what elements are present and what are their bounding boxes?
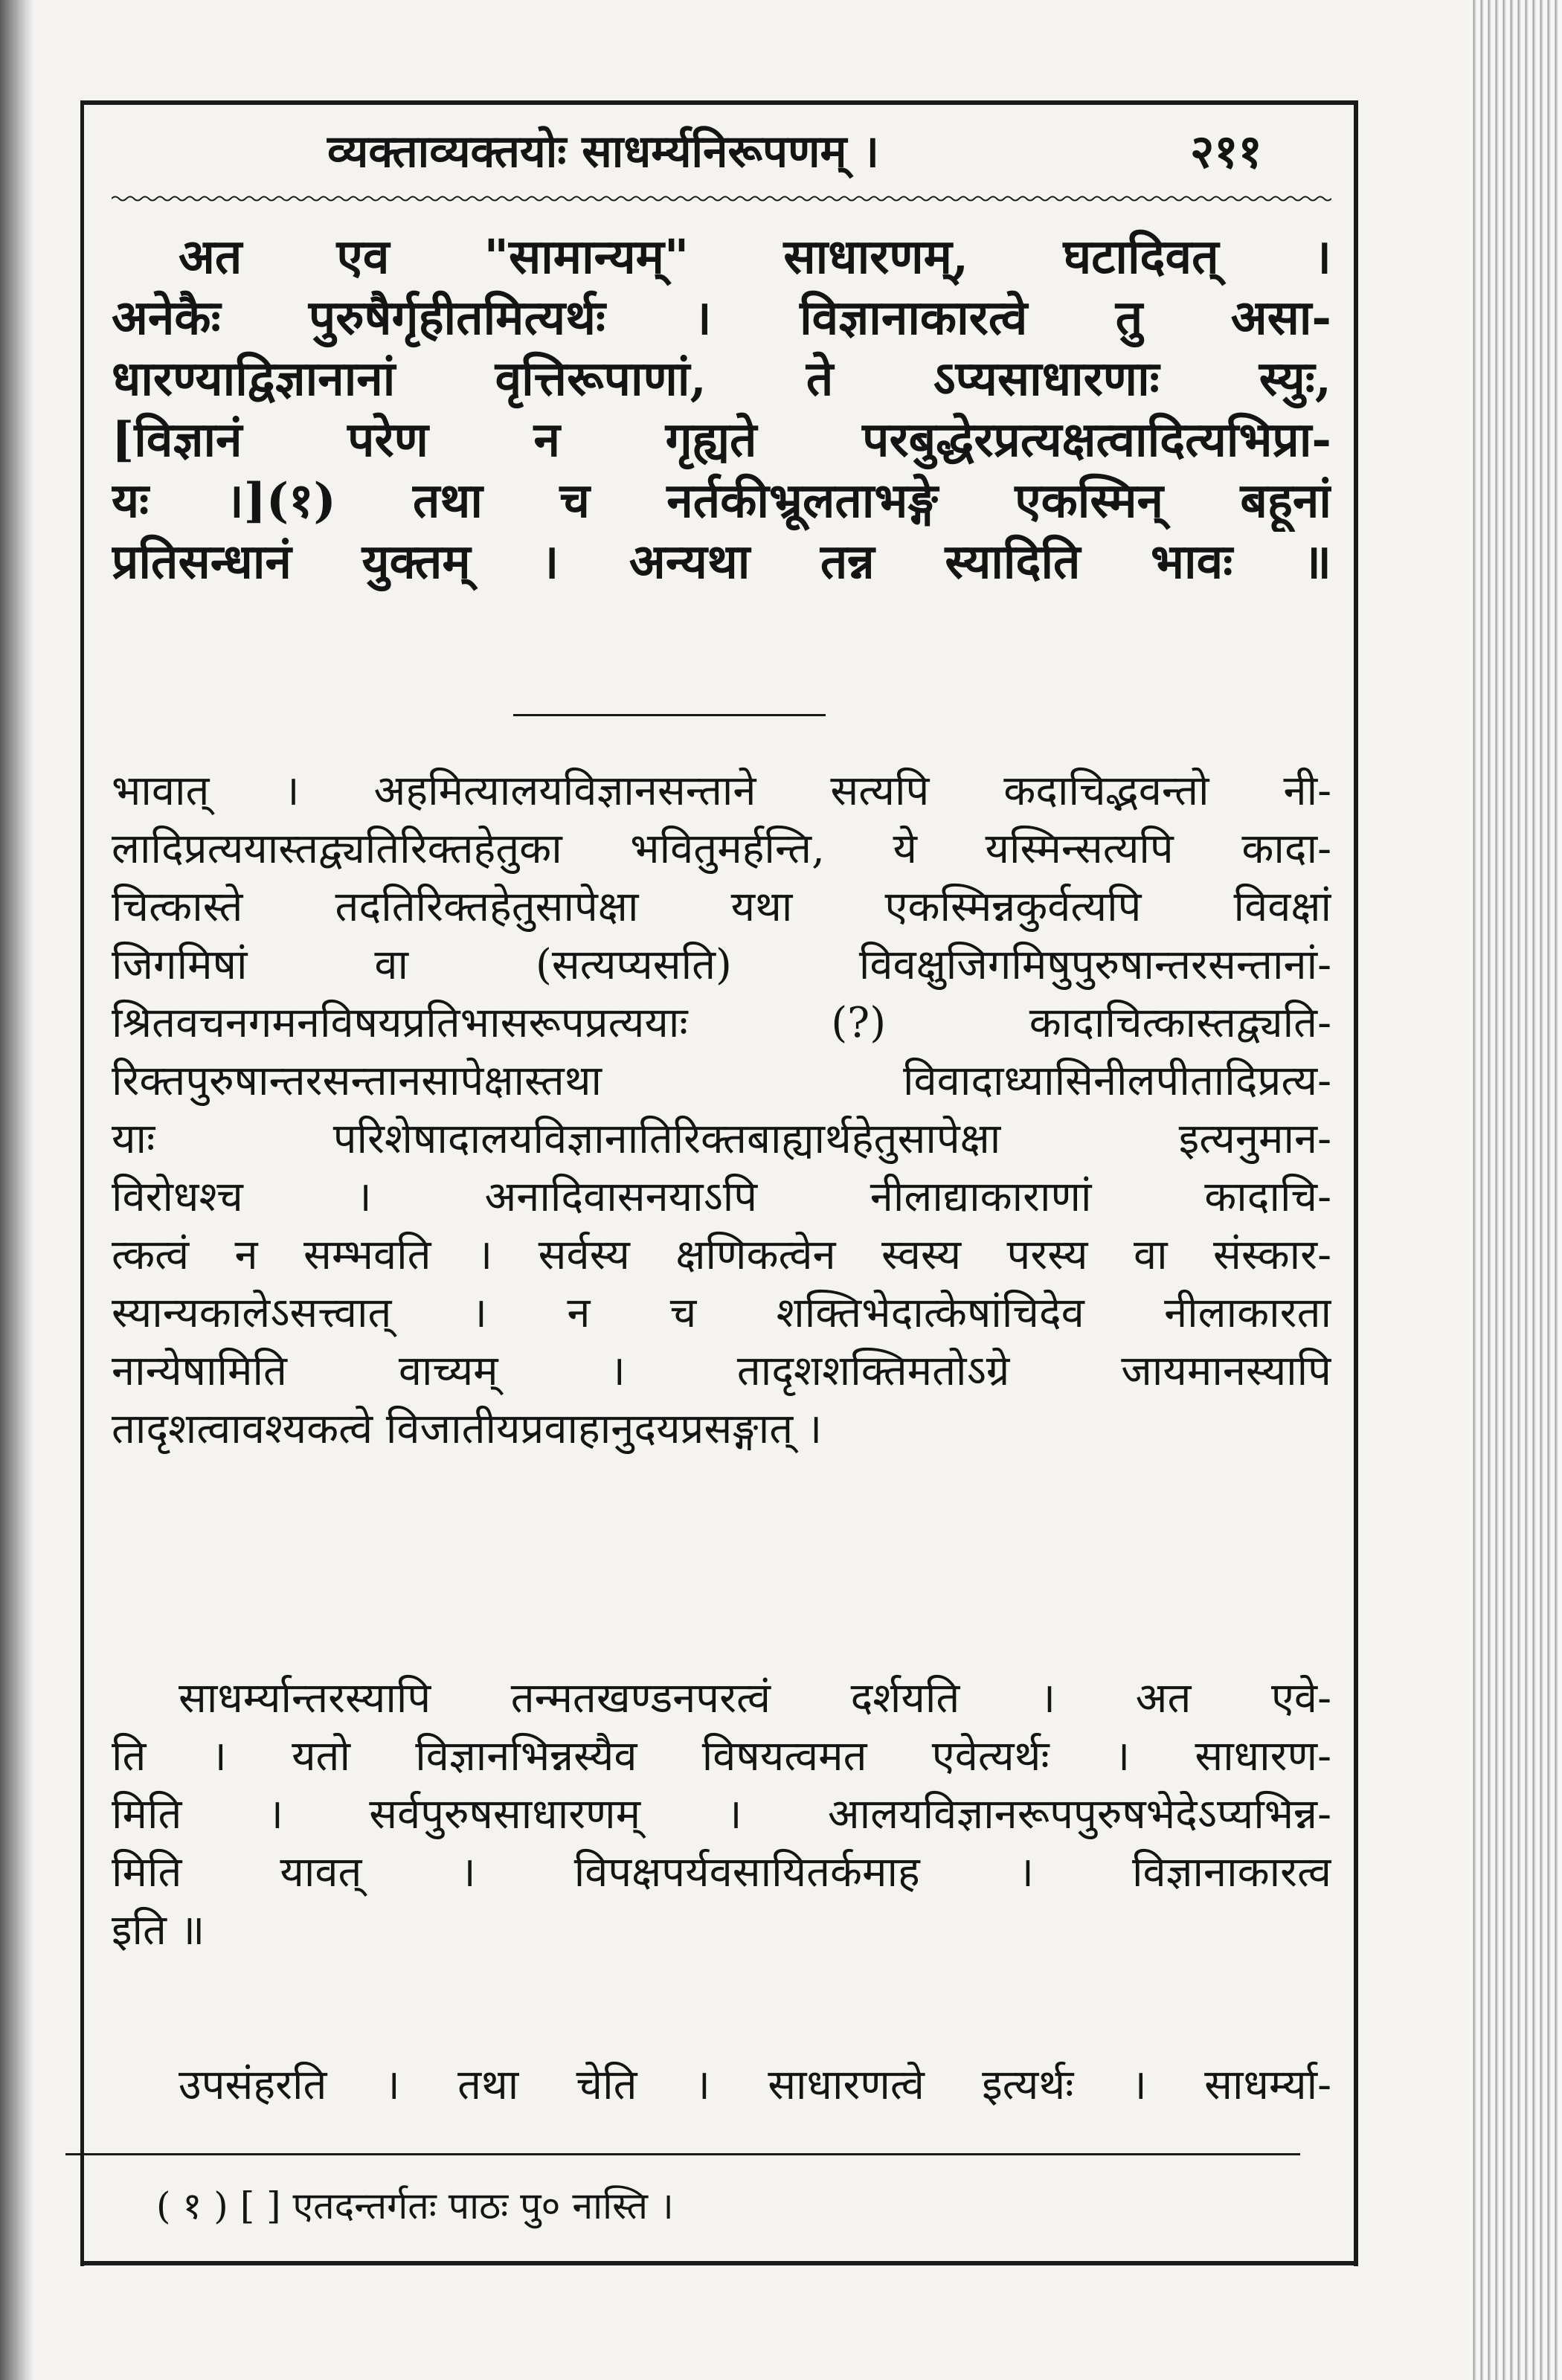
commentary-line: साधर्म्यान्तरस्यापि तन्मतखण्डनपरत्वं दर्शयति । अत एवे- xyxy=(179,1674,1331,1723)
root-line: यः ।](१) तथा च नर्तकीभ्रूलताभङ्गे एकस्मिन् बहूनां xyxy=(112,473,1331,529)
root-line: अनेकैः पुरुषैर्गृहीतमित्यर्थः । विज्ञानाकारत्वे तु असा- xyxy=(112,290,1331,346)
commentary-line: लादिप्रत्ययास्तद्व्यतिरिक्तहेतुका भवितुमर्हन्ति, ये यस्मिन्सत्यपि कादा- xyxy=(112,825,1331,873)
book-page-edges xyxy=(1469,0,1562,2380)
commentary-line: त्कत्वं न सम्भवति । सर्वस्य क्षणिकत्वेन स्वस्य परस्य वा संस्कार- xyxy=(112,1231,1331,1279)
root-line: प्रतिसन्धानं युक्तम् । अन्यथा तन्न स्यादिति भावः ॥ xyxy=(112,534,1331,590)
footnote: ( १ ) [ ] एतदन्तर्गतः पाठः पु० नास्ति । xyxy=(156,2184,674,2228)
commentary-line: विरोधश्च । अनादिवासनयाऽपि नीलाद्याकाराणां कादाचि- xyxy=(112,1173,1331,1221)
bottom-rule xyxy=(80,2261,1354,2265)
commentary-paragraph-2 xyxy=(112,1670,1331,1960)
commentary-line: जिगमिषां वा (सत्यप्यसति) विवक्षुजिगमिषुपुरुषान्तरसन्तानां- xyxy=(112,941,1331,989)
section-separator xyxy=(513,714,826,716)
commentary-line: श्रितवचनगमनविषयप्रतिभासरूपप्रत्ययाः (?) कादाचित्कास्तद्व्यति- xyxy=(112,999,1331,1047)
commentary-line: रिक्तपुरुषान्तरसन्तानसापेक्षास्तथा विवादाध्यासिनीलपीतादिप्रत्य- xyxy=(112,1057,1331,1105)
root-line: अत एव "सामान्यम्" साधारणम्, घटादिवत् । xyxy=(179,229,1331,285)
commentary-line: नान्येषामिति वाच्यम् । तादृशशक्तिमतोऽग्रे जायमानस्यापि xyxy=(112,1347,1331,1395)
running-head: व्यक्ताव्यक्तयोः साधर्म्यनिरूपणम् । xyxy=(327,126,879,178)
commentary-line: तादृशत्वावश्यकत्वे विजातीयप्रवाहानुदयप्रसङ्गात् । xyxy=(112,1405,823,1453)
root-line: [विज्ञानं परेण न गृह्यते परबुद्धेरप्रत्यक्षत्वादित्यभिप्रा- xyxy=(112,412,1331,468)
commentary-line: स्यान्यकालेऽसत्त्वात् । न च शक्तिभेदात्केषांचिदेव नीलाकारता xyxy=(112,1289,1331,1337)
root-line: धारण्याद्विज्ञानानां वृत्तिरूपाणां, ते ऽप्यसाधारणाः स्युः, xyxy=(112,351,1331,407)
commentary-line: भावात् । अहमित्यालयविज्ञानसन्ताने सत्यपि कदाचिद्भवन्तो नी- xyxy=(112,767,1331,815)
commentary-line: मिति यावत् । विपक्षपर्यवसायितर्कमाह । विज्ञानाकारत्व xyxy=(112,1848,1331,1897)
commentary-line: याः परिशेषादालयविज्ञानातिरिक्तबाह्यार्थहेतुसापेक्षा इत्यनुमान- xyxy=(112,1115,1331,1163)
wavy-head-rule xyxy=(112,195,1331,202)
commentary-line: ति । यतो विज्ञानभिन्नस्यैव विषयत्वमत एवेत्यर्थः । साधारण- xyxy=(112,1732,1331,1781)
commentary-line: उपसंहरति । तथा चेति । साधारणत्वे इत्यर्थः । साधर्म्या- xyxy=(179,2061,1331,2109)
footnote-rule xyxy=(65,2153,1300,2155)
commentary-line: चित्कास्ते तदतिरिक्तहेतुसापेक्षा यथा एकस्मिन्नकुर्वत्यपि विवक्षां xyxy=(112,883,1331,931)
commentary-line: मिति । सर्वपुरुषसाधारणम् । आलयविज्ञानरूपपुरुषभेदेऽप्यभिन्न- xyxy=(112,1790,1331,1839)
commentary-paragraph-1 xyxy=(112,762,1331,1458)
scan-shadow-left xyxy=(0,0,33,2380)
commentary-line: इति ॥ xyxy=(112,1906,205,1955)
page-number: २११ xyxy=(1190,124,1262,178)
root-text xyxy=(112,227,1331,593)
commentary-paragraph-3 xyxy=(112,2056,1331,2114)
top-rule xyxy=(80,100,1354,105)
